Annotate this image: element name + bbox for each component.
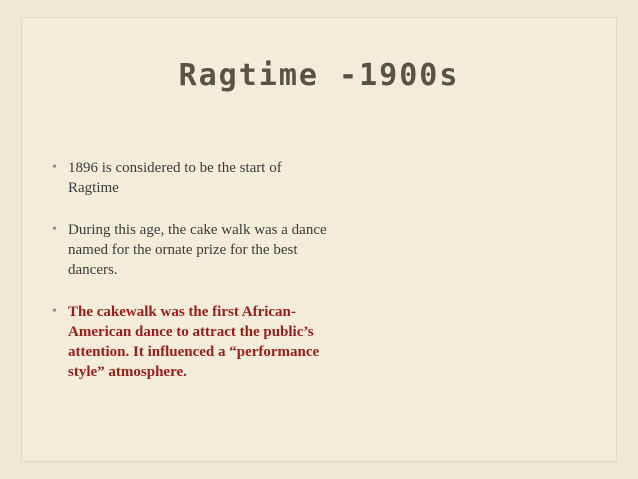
list-item-highlighted — [50, 302, 330, 382]
bullet-point-icon: • — [52, 160, 57, 175]
bullet-point-icon: • — [52, 222, 57, 237]
bullet-list — [50, 158, 330, 404]
page-title: Ragtime -1900s — [178, 58, 460, 93]
slide-content-area — [22, 18, 616, 461]
list-item — [50, 220, 330, 280]
list-item-text: The cakewalk was the first African-American dance to attract the public’s attention. It influenced a “performance style” atmosphere. — [68, 304, 320, 380]
bullet-point-icon: • — [52, 304, 57, 319]
list-item — [50, 158, 330, 198]
list-item-text: During this age, the cake walk was a dance named for the ornate prize for the best dancers. — [68, 222, 327, 278]
list-item-text: 1896 is considered to be the start of Ragtime — [68, 160, 282, 196]
